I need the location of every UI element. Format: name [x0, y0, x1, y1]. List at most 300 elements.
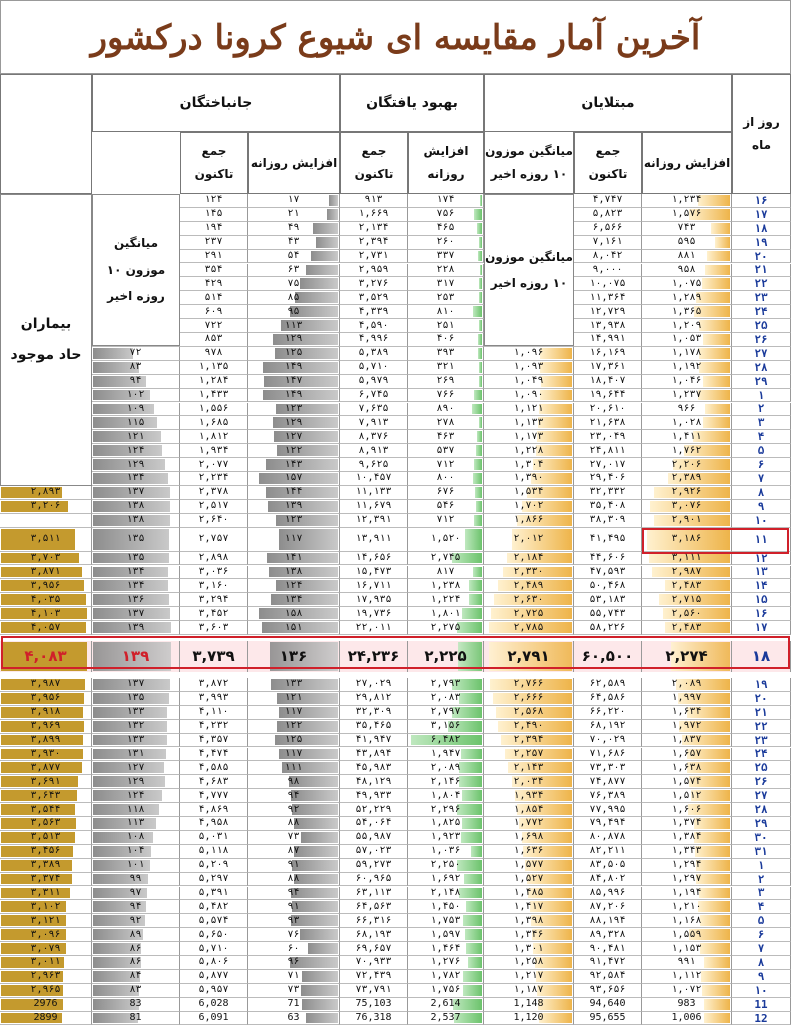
- cell-inf_t: [574, 873, 642, 887]
- cell-avg_i: [484, 692, 574, 706]
- cell-day: [732, 928, 791, 942]
- cell-avg_i: [484, 500, 574, 514]
- cell-inf_t-text: ۲۹,۴۰۶: [589, 472, 626, 484]
- cell-act: [0, 579, 92, 593]
- cell-avg_i-text: ۲,۷۹۱: [507, 647, 550, 665]
- cell-inf_d: [642, 706, 732, 720]
- cell-dth_t: [180, 914, 248, 928]
- cell-dth_d: [248, 375, 340, 389]
- cell-dth_d-text: ۶۳: [287, 263, 300, 275]
- cell-rec_d-bar: [463, 985, 482, 996]
- cell-avg_d-text: ۱۳۴: [126, 579, 145, 591]
- cell-dth_t-text: ۳,۸۷۲: [198, 678, 229, 690]
- cell-rec_d-bar: [474, 390, 482, 401]
- cell-rec_d: [408, 887, 484, 901]
- cell-act: [0, 678, 92, 692]
- cell-dth_d-text: ۱۳۸: [284, 565, 303, 577]
- cell-dth_t: [180, 789, 248, 803]
- cell-avg_i-text: ۱,۰۹۳: [513, 361, 544, 373]
- cell-avg_i-text: ۱,۷۰۲: [513, 500, 544, 512]
- cell-dth_d-text: ۱۴۱: [284, 552, 303, 564]
- cell-rec_t: [340, 277, 408, 291]
- cell-dth_d: [248, 514, 340, 528]
- cell-dth_t: [180, 831, 248, 845]
- cell-rec_t-text: ۶۰,۹۶۵: [355, 873, 392, 885]
- cell-dth_d-text: ۱۴۹: [284, 361, 303, 373]
- cell-dth_t: [180, 208, 248, 222]
- cell-act: [0, 566, 92, 580]
- cell-rec_d-bar: [466, 943, 482, 954]
- cell-inf_d: [642, 789, 732, 803]
- cell-rec_d-bar: [479, 362, 483, 373]
- cell-dth_d-bar: [271, 594, 338, 605]
- cell-dth_t: [180, 430, 248, 444]
- cell-inf_d: [642, 873, 732, 887]
- cell-day: [732, 194, 791, 208]
- cell-avg_i-text: 1,148: [513, 998, 544, 1010]
- cell-inf_d: [642, 900, 732, 914]
- cell-dth_d-text: ۱۱۳: [284, 319, 303, 331]
- cell-rec_d-text: ۲,۱۴۶: [430, 775, 461, 787]
- cell-rec_t-text: ۱۹,۷۳۶: [355, 607, 392, 619]
- cell-rec_t: [340, 389, 408, 403]
- cell-inf_d-bar: [698, 195, 730, 206]
- cell-rec_d: [408, 928, 484, 942]
- cell-avg_d-text: ۱۲۹: [126, 775, 145, 787]
- cell-avg_i-text: ۱,۶۳۶: [513, 845, 544, 857]
- cell-rec_d-text: ۲,۷۹۷: [430, 706, 461, 718]
- cell-day-text: ۲۷: [754, 346, 768, 360]
- cell-rec_d-bar: [478, 334, 482, 345]
- table-row: [0, 887, 791, 901]
- cell-dth_d-text: ۱۵۷: [284, 472, 303, 484]
- cell-inf_t: [574, 678, 642, 692]
- header-active-area: [0, 74, 92, 194]
- cell-day: [732, 264, 791, 278]
- cell-inf_d-text: ۲,۵۶۰: [671, 607, 702, 619]
- cell-rec_d: [408, 706, 484, 720]
- cell-day-text: ۲۳: [754, 291, 768, 305]
- table-row: [0, 720, 791, 734]
- cell-day-text: ۲۰: [754, 691, 768, 705]
- cell-day: [732, 845, 791, 859]
- cell-dth_t: [180, 621, 248, 635]
- cell-avg_i: [484, 956, 574, 970]
- cell-inf_t: [574, 720, 642, 734]
- cell-inf_d-text: ۱,۱۶۸: [671, 914, 702, 926]
- cell-avg_d: [92, 984, 180, 998]
- cell-inf_d: [642, 845, 732, 859]
- cell-day: [732, 500, 791, 514]
- cell-inf_t: [574, 817, 642, 831]
- cell-inf_d: [642, 291, 732, 305]
- cell-rec_t-text: ۱۴,۶۵۶: [355, 552, 392, 564]
- cell-avg_d-text: ۱۳۶: [126, 593, 145, 605]
- cell-day: [732, 789, 791, 803]
- cell-rec_d-bar: [479, 320, 482, 331]
- cell-rec_d-text: ۱۷۴: [436, 194, 455, 206]
- cell-rec_d-bar: [480, 195, 482, 206]
- cell-avg_i: [484, 831, 574, 845]
- cell-inf_t-text: ۱۴,۹۹۱: [589, 333, 626, 345]
- cell-day: [732, 873, 791, 887]
- cell-day-text: ۲: [757, 872, 765, 886]
- cell-avg_i: [484, 998, 574, 1012]
- cell-avg_i: [484, 734, 574, 748]
- cell-inf_d: [642, 593, 732, 607]
- cell-inf_t: [574, 333, 642, 347]
- cell-dth_t-text: ۷۲۲: [204, 319, 223, 331]
- cell-inf_t: [574, 375, 642, 389]
- cell-day-text: ۸: [757, 485, 765, 499]
- table-row: [0, 486, 791, 500]
- cell-inf_d: [642, 775, 732, 789]
- cell-rec_d: [408, 831, 484, 845]
- cell-rec_d-text: ۲,۷۹۳: [430, 678, 461, 690]
- cell-rec_d-bar: [464, 874, 482, 885]
- cell-inf_d: [642, 236, 732, 250]
- cell-rec_d: [408, 264, 484, 278]
- cell-dth_d-text: ۷۶: [287, 928, 300, 940]
- cell-dth_d: [248, 775, 340, 789]
- cell-rec_t-text: ۲,۷۳۱: [358, 250, 389, 262]
- cell-avg_i-text: ۲,۶۶۶: [513, 692, 544, 704]
- cell-avg_i-text: ۱,۴۱۷: [513, 900, 544, 912]
- cell-day-text: ۷: [757, 942, 765, 956]
- cell-rec_d-bar: [479, 237, 482, 248]
- cell-inf_d-bar: [700, 943, 730, 954]
- cell-act-text: ۳,۳۱۱: [30, 886, 61, 898]
- cell-rec_t-text: ۱۰,۴۵۷: [355, 472, 392, 484]
- cell-dth_d: [248, 621, 340, 635]
- cell-avg_i: [484, 621, 574, 635]
- cell-dth_d: [248, 706, 340, 720]
- cell-rec_d: [408, 748, 484, 762]
- cell-act: [0, 528, 92, 552]
- cell-inf_d-text: ۱,۲۹۷: [671, 873, 702, 885]
- cell-dth_t-text: ۴,۴۷۴: [198, 747, 229, 759]
- cell-dth_t-text: ۳,۷۳۹: [192, 647, 235, 665]
- cell-avg_d-text: ۱۲۷: [126, 761, 145, 773]
- cell-rec_d: [408, 552, 484, 566]
- cell-day-text: ۳۰: [754, 830, 768, 844]
- cell-dth_d-text: ۹۶: [287, 956, 300, 968]
- cell-avg_d-text: ۹۷: [129, 886, 142, 898]
- cell-rec_t: [340, 500, 408, 514]
- cell-inf_d-text: ۱,۹۷۲: [671, 720, 702, 732]
- cell-inf_t: [574, 900, 642, 914]
- cell-rec_d-text: 2,614: [430, 998, 461, 1010]
- cell-dth_d-bar: [313, 223, 338, 234]
- cell-rec_d: [408, 389, 484, 403]
- cell-avg_d: [92, 942, 180, 956]
- cell-rec_t-text: ۲۹,۸۱۲: [355, 692, 392, 704]
- cell-dth_d-text: ۷۳: [287, 984, 300, 996]
- cell-dth_d: [248, 416, 340, 430]
- cell-day: [732, 900, 791, 914]
- cell-rec_t-text: ۱۱,۱۳۳: [355, 486, 392, 498]
- cell-day-text: ۱۹: [754, 678, 768, 691]
- table-row: [0, 514, 791, 528]
- table-row: [0, 942, 791, 956]
- cell-dth_t: [180, 900, 248, 914]
- cell-dth_d-text: ۸۷: [287, 845, 300, 857]
- cell-avg_d: [92, 970, 180, 984]
- cell-dth_t-text: ۲۳۷: [204, 236, 223, 248]
- cell-day-text: ۱۲: [754, 551, 768, 565]
- cell-dth_d-text: ۱۱۷: [284, 533, 303, 545]
- cell-rec_d-text: ۲۵۳: [436, 291, 455, 303]
- cell-rec_t-text: ۱,۶۶۹: [358, 208, 389, 220]
- cell-rec_t: [340, 859, 408, 873]
- cell-dth_t: [180, 486, 248, 500]
- cell-inf_d: [642, 222, 732, 236]
- cell-dth_d-bar: [316, 237, 338, 248]
- cell-dth_t: [180, 607, 248, 621]
- cell-inf_d: [642, 566, 732, 580]
- cell-rec_d-text: ۲,۷۴۵: [430, 552, 461, 564]
- cell-day-text: ۲۱: [754, 263, 768, 277]
- cell-inf_d-text: ۲,۹۰۱: [671, 514, 702, 526]
- cell-act-text: ۳,۹۸۷: [30, 678, 61, 690]
- cell-rec_t: [340, 761, 408, 775]
- cell-rec_d: [408, 775, 484, 789]
- cell-rec_d: [408, 641, 484, 672]
- cell-rec_d-bar: [479, 278, 482, 289]
- cell-inf_t: [574, 458, 642, 472]
- cell-dth_d: [248, 1012, 340, 1026]
- cell-dth_d: [248, 607, 340, 621]
- cell-avg_d-text: ۱۳۳: [126, 706, 145, 718]
- cell-rec_d-bar: [461, 749, 482, 760]
- cell-inf_t-text: ۷۴,۸۷۷: [589, 775, 626, 787]
- cell-rec_d-text: ۱,۷۵۳: [430, 914, 461, 926]
- cell-day: [732, 678, 791, 692]
- cell-rec_t: [340, 250, 408, 264]
- cell-rec_t: [340, 236, 408, 250]
- cell-inf_t-text: ۱۷,۳۶۱: [589, 361, 626, 373]
- cell-rec_d-bar: [465, 529, 482, 550]
- table-row: [0, 789, 791, 803]
- cell-dth_t-text: ۵۱۴: [204, 291, 223, 303]
- table-row: [0, 458, 791, 472]
- cell-inf_d: [642, 998, 732, 1012]
- cell-inf_t: [574, 956, 642, 970]
- cell-act-text: ۳,۹۶۹: [30, 720, 61, 732]
- cell-act-text: ۳,۹۵۶: [30, 579, 61, 591]
- cell-day-text: ۱۴: [754, 579, 768, 593]
- cell-rec_d-bar: [463, 971, 482, 982]
- cell-inf_t-text: ۱۶,۱۶۹: [589, 347, 626, 359]
- cell-avg_d: [92, 347, 180, 361]
- table-row: [0, 775, 791, 789]
- cell-dth_d-text: ۱۲۳: [284, 402, 303, 414]
- cell-dth_d-bar: [273, 417, 338, 428]
- cell-rec_d: [408, 621, 484, 635]
- cell-dth_t: [180, 472, 248, 486]
- cell-avg_i-text: ۱,۹۳۴: [513, 789, 544, 801]
- cell-inf_d-text: ۱,۱۱۲: [671, 970, 702, 982]
- cell-inf_d: [642, 277, 732, 291]
- cell-day: [732, 486, 791, 500]
- cell-rec_d-bar: [461, 832, 482, 843]
- cell-inf_t-text: ۵۳,۱۸۳: [589, 593, 626, 605]
- cell-inf_t: [574, 319, 642, 333]
- header-deaths: جانباختگان: [92, 74, 340, 132]
- cell-rec_d-bar: [469, 580, 483, 591]
- table-row: [0, 956, 791, 970]
- cell-rec_d-bar: [473, 306, 482, 317]
- cell-avg_i: [484, 678, 574, 692]
- cell-rec_d: [408, 333, 484, 347]
- cell-rec_d-bar: [459, 888, 482, 899]
- cell-avg_i: [484, 859, 574, 873]
- cell-dth_d-text: ۹۴: [287, 886, 300, 898]
- cell-inf_t-text: ۱۱,۳۶۴: [589, 291, 626, 303]
- cell-rec_t-text: ۵۵,۹۸۷: [355, 831, 392, 843]
- cell-rec_t: [340, 970, 408, 984]
- cell-inf_d: [642, 678, 732, 692]
- cell-inf_d: [642, 416, 732, 430]
- cell-rec_d-text: ۷۱۲: [436, 458, 455, 470]
- cell-rec_t: [340, 900, 408, 914]
- cell-dth_d-text: ۱۲۲: [284, 720, 303, 732]
- cell-dth_d-bar: [301, 985, 338, 996]
- cell-avg_i: [484, 528, 574, 552]
- cell-rec_d-bar: [477, 431, 482, 442]
- table-header: [0, 74, 791, 194]
- cell-dth_d-text: ۱۲۹: [284, 416, 303, 428]
- cell-rec_t-text: ۵۹,۲۷۳: [355, 859, 392, 871]
- cell-rec_t-text: ۳۲,۳۰۹: [355, 706, 392, 718]
- cell-day-text: ۵: [757, 444, 765, 458]
- cell-avg_d-text: ۱۰۴: [126, 845, 145, 857]
- cell-avg_i-bar: [539, 404, 572, 415]
- cell-rec_d: [408, 347, 484, 361]
- cell-day-text: ۴: [757, 900, 765, 914]
- cell-avg_d: [92, 416, 180, 430]
- cell-day: [732, 528, 791, 552]
- cell-dth_d-text: ۷۵: [287, 277, 300, 289]
- cell-rec_d-text: ۱,۰۳۶: [430, 845, 461, 857]
- cell-day-text: ۱۸: [754, 221, 768, 235]
- cell-avg_d: [92, 361, 180, 375]
- cell-rec_t-text: ۱۷,۹۳۵: [355, 593, 392, 605]
- header-infected-daily: افزایش روزانه: [642, 132, 732, 194]
- cell-inf_t-text: ۸۸,۱۹۴: [589, 914, 626, 926]
- cell-rec_d-text: ۳,۱۵۶: [430, 720, 461, 732]
- cell-rec_t: [340, 734, 408, 748]
- cell-day: [732, 1012, 791, 1026]
- cell-dth_d-text: ۹۱: [287, 859, 300, 871]
- table-row: [0, 998, 791, 1012]
- cell-dth_t-text: ۴,۵۸۵: [198, 761, 229, 773]
- cell-dth_d-bar: [302, 971, 338, 982]
- cell-rec_t: [340, 264, 408, 278]
- cell-avg_i: [484, 887, 574, 901]
- cell-act-text: ۳,۹۳۰: [30, 747, 61, 759]
- cell-inf_t-text: ۸۳,۵۰۵: [589, 859, 626, 871]
- table-row: [0, 528, 791, 552]
- cell-avg_d-text: ۸۹: [129, 928, 142, 940]
- cell-dth_t: [180, 873, 248, 887]
- cell-inf_d-text: ۱,۹۹۷: [671, 692, 702, 704]
- cell-dth_d: [248, 914, 340, 928]
- cell-dth_d: [248, 873, 340, 887]
- cell-rec_d-bar: [457, 860, 482, 871]
- cell-inf_d: [642, 514, 732, 528]
- cell-day: [732, 859, 791, 873]
- cell-inf_t: [574, 998, 642, 1012]
- cell-avg_d: [92, 458, 180, 472]
- cell-dth_d: [248, 641, 340, 672]
- cell-act-text: ۳,۸۷۱: [30, 565, 61, 577]
- cell-inf_d-text: ۱,۶۳۸: [671, 761, 702, 773]
- cell-avg_d-text: ۸۴: [129, 970, 142, 982]
- cell-day: [732, 998, 791, 1012]
- cell-rec_d-bar: [477, 223, 482, 234]
- cell-avg_i-text: ۱,۴۸۵: [513, 886, 544, 898]
- cell-avg_d-text: ۱۳۵: [126, 533, 145, 545]
- cell-inf_d: [642, 208, 732, 222]
- cell-act: [0, 873, 92, 887]
- cell-inf_d: [642, 859, 732, 873]
- cell-rec_d-text: ۱,۲۷۶: [430, 956, 461, 968]
- cell-dth_t: [180, 1012, 248, 1026]
- cell-dth_t-text: ۱,۴۳۳: [198, 389, 229, 401]
- cell-rec_d-text: ۲,۲۵۰: [430, 859, 461, 871]
- cell-dth_d-text: ۱۵۸: [284, 607, 303, 619]
- cell-inf_t-text: ۸۲,۲۱۱: [589, 845, 626, 857]
- cell-act: [0, 817, 92, 831]
- cell-rec_t: [340, 430, 408, 444]
- cell-inf_t: [574, 194, 642, 208]
- cell-dth_t-text: ۴۲۹: [204, 277, 223, 289]
- cell-rec_t-text: ۱۳,۹۱۱: [355, 533, 392, 545]
- cell-dth_t-text: ۵,۴۸۲: [198, 900, 229, 912]
- cell-avg_i-text: ۲,۲۵۷: [513, 747, 544, 759]
- cell-day: [732, 831, 791, 845]
- cell-inf_t-text: ۸۵,۹۹۶: [589, 886, 626, 898]
- cell-dth_t: [180, 956, 248, 970]
- cell-day: [732, 956, 791, 970]
- cell-avg_i: [484, 552, 574, 566]
- cell-act-text: ۴,۰۵۷: [30, 621, 61, 633]
- cell-avg_i: [484, 430, 574, 444]
- cell-rec_t-text: ۵,۷۱۰: [358, 361, 389, 373]
- cell-rec_d: [408, 305, 484, 319]
- cell-inf_t-text: ۶۲,۵۸۹: [589, 678, 626, 690]
- cell-inf_d-text: ۱,۲۸۹: [671, 291, 702, 303]
- cell-inf_t: [574, 621, 642, 635]
- cell-rec_t-text: ۳,۵۲۹: [358, 291, 389, 303]
- cell-avg_d-text: ۸۳: [129, 361, 142, 373]
- cell-dth_t-text: ۲,۲۳۴: [198, 472, 229, 484]
- cell-inf_t-text: ۶۸,۱۹۲: [589, 720, 626, 732]
- cell-inf_d-text: ۱,۳۷۴: [671, 817, 702, 829]
- cell-act-text: ۲,۸۹۳: [30, 486, 61, 498]
- cell-inf_t-text: ۴,۷۴۷: [592, 194, 623, 206]
- cell-avg_d-text: ۷۲: [129, 347, 142, 359]
- cell-dth_d: [248, 566, 340, 580]
- cell-rec_d-bar: [480, 265, 482, 276]
- cell-inf_d: [642, 194, 732, 208]
- cell-avg_d: [92, 914, 180, 928]
- cell-inf_d-bar: [711, 223, 730, 234]
- cell-inf_d-text: ۱,۲۱۰: [671, 900, 702, 912]
- cell-avg_d-text: ۱۲۴: [126, 789, 145, 801]
- cell-avg_i-text: ۱,۷۷۲: [513, 817, 544, 829]
